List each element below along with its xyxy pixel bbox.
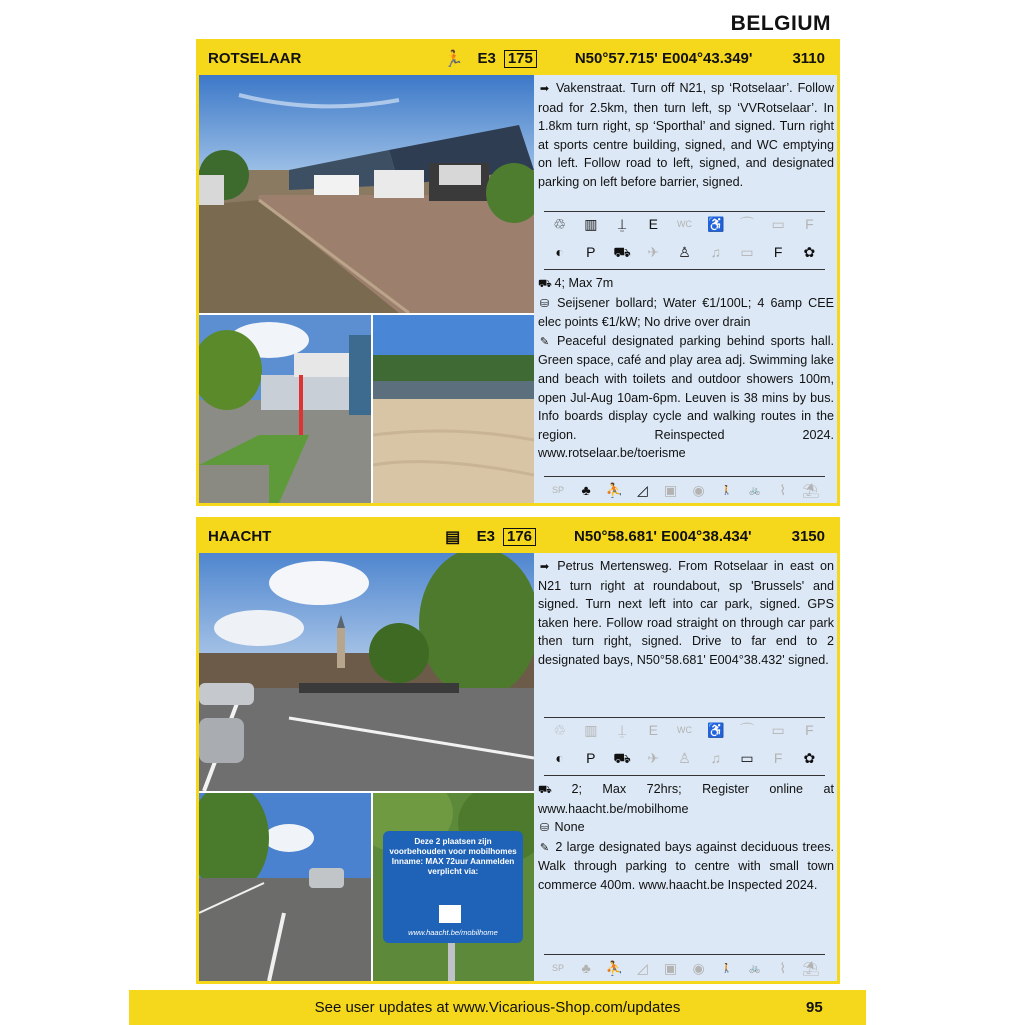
running-figure-icon: 🏃: [443, 50, 464, 68]
entry-rotselaar: [196, 39, 840, 506]
slide-icon: ◿: [636, 960, 648, 976]
cycling-icon: 🚲: [749, 485, 761, 495]
electric-icon: E: [648, 722, 658, 738]
divider: [544, 775, 825, 776]
sp-icon: SP: [552, 963, 565, 973]
tap-icon: ⛁: [539, 822, 550, 835]
notes-text: 2 large designated bays against deciduous trees. Walk through parking to centre with small town commerce 400m. www.haacht.be Inspected 2024.: [538, 839, 835, 892]
walking-icon: 🚶: [721, 963, 733, 973]
activities-icon-row: [544, 959, 825, 977]
person-icon: ♙: [678, 244, 691, 260]
services-text: None: [554, 820, 585, 835]
photo-sports-centre: [199, 315, 371, 503]
f-box-icon: F: [773, 750, 783, 766]
arrow-right-icon: ➡: [539, 561, 550, 573]
wifi-bus-icon: ▭: [771, 722, 785, 738]
binoculars-icon: ◉: [692, 960, 705, 976]
site-ref-number: 176: [503, 528, 536, 546]
postcode: 3150: [791, 528, 825, 545]
page-number: 95: [806, 999, 823, 1016]
services-icon-grid: [544, 721, 825, 767]
divider: [544, 954, 825, 955]
divider: [544, 717, 825, 718]
day-night-icon: ◐: [555, 244, 564, 260]
entry-header: [199, 42, 837, 75]
f-box-icon: F: [773, 244, 783, 260]
entry-header: [199, 520, 837, 553]
black-water-icon: ⍊: [617, 722, 627, 738]
details-block: [538, 272, 834, 463]
photo-mobilhome-sign: [373, 793, 534, 981]
photo-car-park-motorhomes: [199, 75, 534, 313]
site-name: ROTSELAAR: [208, 50, 302, 67]
motorhome-icon: ⛟: [613, 244, 631, 260]
spaces-text: 4; Max 7m: [554, 276, 614, 290]
photo-car-park-church: [199, 553, 534, 791]
divider: [544, 211, 825, 212]
country-heading: BELGIUM: [730, 12, 831, 35]
tree-icon: ♣: [581, 960, 591, 976]
info-icon: ▣: [663, 482, 678, 498]
map-grid: E3: [477, 50, 496, 67]
services-text: Seijsener bollard; Water €1/100L; 4 6amp CEE elec points €1/kW; No drive over drain: [538, 295, 834, 330]
f-icon: F: [805, 722, 814, 738]
spaces-text: 2; Max 72hrs; Register online at www.haacht.be/mobilhome: [538, 782, 834, 816]
flower-icon: ✿: [803, 244, 816, 260]
bus-icon: ▭: [740, 244, 754, 260]
sign-url: www.haacht.be/mobilhome: [408, 928, 498, 937]
directions-text: Vakenstraat. Turn off N21, sp ‘Rotselaar’. Follow road for 2.5km, then turn left, sp ‘VVRotselaar’. In 1.8km turn right, sp ‘Sporthal’ and signed. Turn right at sports centre building, signed, and WC emptying on left. Follow road to left, signed, and designated parking on left before barrier, signed.: [538, 81, 835, 189]
sp-icon: SP: [552, 485, 565, 495]
photo-lake-beach: [373, 315, 534, 503]
directions-text: Petrus Mertensweg. From Rotselaar in east on N21 turn right at roundabout, sp 'Brussels' and signed. Turn next left into car park, signed. GPS taken here. Follow road straight on through car park then turn right, signed. Drive to far end to 2 designated bays, N50°58.681' E004°38.432' signed.: [538, 559, 834, 667]
divider: [544, 476, 825, 477]
beach-icon: ⛱: [802, 960, 820, 976]
sign-text: Deze 2 plaatsen zijn voorbehouden voor mobilhomes Inname: MAX 72uur Aanmelden verplicht via:: [389, 837, 517, 876]
parking-icon: P: [586, 244, 596, 260]
person-icon: ♙: [678, 750, 691, 766]
plane-icon: ✈: [647, 244, 660, 260]
bus-icon: ▭: [740, 750, 754, 766]
disabled-icon: ♿: [707, 216, 725, 232]
divider: [544, 269, 825, 270]
details-block: [538, 778, 834, 895]
notes-icon: ✎: [539, 335, 550, 348]
motorhome-icon: ⛟: [538, 278, 552, 290]
playground-icon: ⛹: [605, 960, 623, 976]
arrow-right-icon: ➡: [539, 83, 550, 95]
photo-collage: [199, 75, 534, 503]
slide-icon: ◿: [636, 482, 648, 498]
directions-paragraph: [538, 79, 834, 192]
day-night-icon: ◐: [555, 750, 564, 766]
entry-haacht: [196, 517, 840, 984]
parking-icon: P: [586, 750, 596, 766]
wc-icon: WC: [676, 725, 692, 735]
site-info-panel: [534, 553, 837, 981]
black-water-icon: ⍊: [617, 216, 627, 232]
cycling-icon: 🚲: [749, 963, 761, 973]
disabled-icon: ♿: [707, 722, 725, 738]
f-icon: F: [805, 216, 814, 232]
updates-link-text: See user updates at www.Vicarious-Shop.com/updates: [314, 999, 681, 1016]
site-name: HAACHT: [208, 528, 272, 545]
service-point-icon: ♲: [553, 722, 566, 738]
info-icon: ▣: [663, 960, 678, 976]
beach-icon: ⛱: [802, 482, 820, 498]
directions-paragraph: [538, 557, 834, 670]
electric-icon: E: [648, 216, 658, 232]
playground-icon: ⛹: [605, 482, 623, 498]
services-icon-grid: [544, 215, 825, 261]
grey-water-icon: ▥: [584, 216, 598, 232]
photo-designated-bays: [199, 793, 371, 981]
site-ref-number: 175: [504, 50, 537, 68]
walking-icon: 🚶: [721, 485, 733, 495]
shower-icon: ⌒: [739, 722, 754, 738]
map-grid: E3: [476, 528, 495, 545]
motorhome-icon: ⛟: [538, 784, 552, 796]
shower-icon: ⌒: [739, 216, 754, 232]
notes-icon: ✎: [539, 841, 550, 854]
postcode: 3110: [792, 50, 825, 67]
photo-collage: [199, 553, 534, 981]
service-point-icon: ♲: [553, 216, 566, 232]
wifi-bus-icon: ▭: [771, 216, 785, 232]
wc-icon: WC: [676, 219, 692, 229]
fishing-icon: ⌇: [779, 482, 787, 498]
motorhome-icon: ⛟: [613, 750, 631, 766]
tree-icon: ♣: [581, 482, 591, 498]
parking-sign-icon: ▤: [445, 528, 461, 546]
music-icon: ♫: [710, 244, 721, 260]
notes-text: Peaceful designated parking behind sports hall. Green space, café and play area adj. Swimming lake and beach with toilets and outdoor showers 100m, open Jul-Aug 10am-6pm. Leuven is 38 mins by bus. Info boards display cycle and walking routes in the region. Reinspected 2024. www.rotselaar.be/toerisme: [538, 333, 835, 461]
site-info-panel: [534, 75, 837, 503]
page-footer: [129, 990, 866, 1025]
music-icon: ♫: [710, 750, 721, 766]
gps-coordinates: N50°57.715' E004°43.349': [574, 50, 753, 67]
plane-icon: ✈: [647, 750, 660, 766]
grey-water-icon: ▥: [584, 722, 598, 738]
flower-icon: ✿: [803, 750, 816, 766]
fishing-icon: ⌇: [779, 960, 787, 976]
tap-icon: ⛁: [539, 297, 550, 310]
gps-coordinates: N50°58.681' E004°38.434': [574, 528, 752, 545]
activities-icon-row: [544, 481, 825, 499]
binoculars-icon: ◉: [692, 482, 705, 498]
